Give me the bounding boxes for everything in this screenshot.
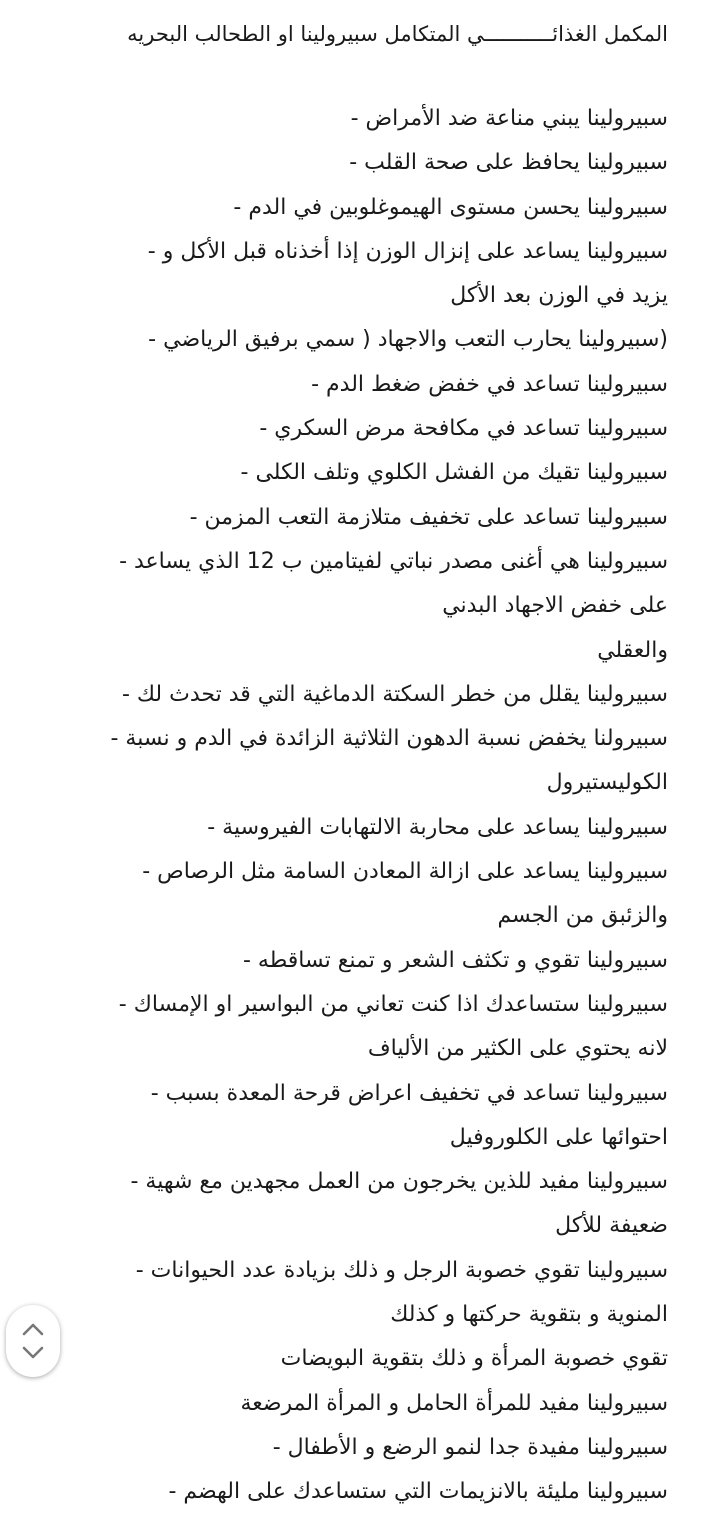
list-line: سبيرولينا تساعد على تخفيف متلازمة التعب المزمن - [189, 504, 668, 530]
list-line: سبيرولينا تقوي خصوبة الرجل و ذلك بزيادة عدد الحيوانات - [135, 1257, 668, 1283]
list-line: يزيد في الوزن بعد الأكل [450, 283, 668, 309]
list-line: سبيرولينا هي أغنى مصدر نباتي لفيتامين ب 12 الذي يساعد - [119, 548, 668, 574]
list-line: سبيرولينا يحسن مستوى الهيموغلوبين في الدم - [233, 194, 668, 220]
list-line: الكوليستيرول [546, 770, 668, 796]
list-line: سبيرولينا تقوي و تكثف الشعر و تمنع تساقطه - [242, 947, 668, 973]
scroll-handle[interactable] [6, 1305, 60, 1377]
list-line: والعقلي [597, 637, 668, 663]
list-line: سبيرولينا يساعد على ازالة المعادن السامة مثل الرصاص - [142, 859, 668, 885]
list-line: سبيرولينا يقلل من خطر السكتة الدماغية التي قد تحدث لك - [121, 681, 668, 707]
list-line: تقوي خصوبة المرأة و ذلك بتقوية البويضات [280, 1346, 668, 1372]
document-title: المكمل الغذائـــــــــــي المتكامل سبيرولينا او الطحالب البحريه [127, 22, 668, 46]
chevron-down-icon[interactable] [21, 1346, 45, 1360]
list-line: سبيرولينا تساعد في خفض ضغط الدم - [311, 371, 668, 397]
list-line: سبيرولينا يحافظ على صحة القلب - [349, 150, 668, 176]
benefits-list [28, 97, 668, 1515]
list-line: سبيرولنا يخفض نسبة الدهون الثلاثية الزائدة في الدم و نسبة - [110, 726, 668, 752]
list-line: ضعيفة للأكل [555, 1213, 668, 1239]
list-line: لانه يحتوي على الكثير من الألياف [367, 1036, 668, 1062]
list-line: سبيرولينا مفيد للذين يخرجون من العمل مجهدين مع شهية - [130, 1169, 668, 1195]
list-line: احتوائها على الكلوروفيل [449, 1124, 668, 1150]
list-line: سبيرولينا تساعد في مكافحة مرض السكري - [259, 416, 668, 442]
list-line: سبيرولينا مليئة بالانزيمات التي ستساعدك على الهضم - [168, 1479, 668, 1505]
list-line: سبيرولينا يساعد على إنزال الوزن إذا أخذناه قبل الأكل و - [147, 238, 668, 264]
list-line: سبيرولينا مفيدة جدا لنمو الرضع و الأطفال - [272, 1434, 668, 1460]
list-line: سبيرولينا يساعد على محاربة الالتهابات الفيروسية - [207, 814, 668, 840]
list-line: سبيرولينا مفيد للمرأة الحامل و المرأة المرضعة [240, 1390, 668, 1416]
chevron-up-icon[interactable] [21, 1322, 45, 1336]
list-line: سبيرولينا تقيك من الفشل الكلوي وتلف الكلى - [240, 460, 668, 486]
list-line: على خفض الاجهاد البدني [442, 593, 668, 619]
list-line: (سبيرولينا يحارب التعب والاجهاد ( سمي برفيق الرياضي - [148, 327, 668, 353]
list-line: والزئبق من الجسم [497, 903, 668, 929]
list-line: سبيرولينا ستساعدك اذا كنت تعاني من البواسير او الإمساك - [118, 991, 668, 1017]
list-line: المنوية و بتقوية حركتها و كذلك [390, 1302, 668, 1328]
list-line: سبيرولينا يبني مناعة ضد الأمراض - [350, 106, 668, 131]
list-line: سبيرولينا تساعد في تخفيف اعراض قرحة المعدة بسبب - [150, 1080, 668, 1106]
